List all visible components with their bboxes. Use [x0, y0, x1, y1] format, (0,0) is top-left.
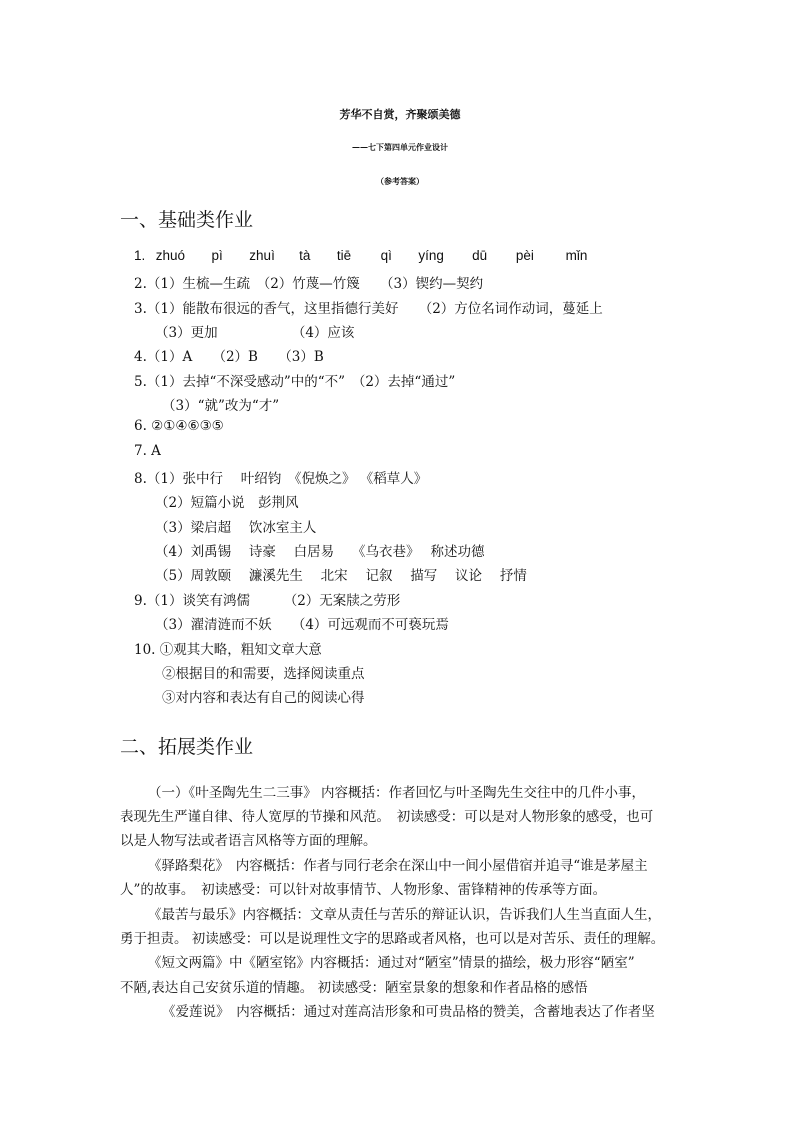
- answer-line: 4.（1）A （2）B （3）B: [134, 349, 324, 365]
- pinyin-item: zhuì: [249, 248, 275, 263]
- answer-line: （4）刘禹锡 诗豪 白居易 《乌衣巷》 称述功德: [155, 544, 485, 560]
- document-subtitle: ——七下第四单元作业设计: [352, 142, 448, 152]
- answer-line: 10. ①观其大略，粗知文章大意: [134, 642, 322, 658]
- pinyin-item: zhuó: [155, 248, 186, 263]
- question-1-line: [134, 248, 587, 263]
- answer-line: 6. ②①④⑥③⑤: [134, 418, 224, 434]
- pinyin-item: qì: [380, 248, 392, 263]
- document-title: 芳华不自赏，齐聚颂美德: [339, 108, 461, 121]
- answer-line: 5.（1）去掉“不深受感动”中的“不” （2）去掉“通过”: [134, 374, 456, 390]
- answer-line: （3）更加 （4）应该: [155, 325, 355, 341]
- answer-line: （3）濯清涟而不妖 （4）可远观而不可亵玩焉: [155, 617, 449, 633]
- question-number: 1.: [134, 248, 146, 263]
- pinyin-item: mǐn: [565, 248, 588, 263]
- answer-line: （3）“就”改为“才”: [162, 398, 280, 414]
- extension-line: 人”的故事。 初读感受：可以针对故事情节、人物形象、雷锋精神的传承等方面。: [120, 882, 607, 898]
- pinyin-item: tiē: [336, 248, 352, 263]
- pinyin-item: dū: [472, 248, 488, 263]
- answer-line: 7. A: [134, 443, 161, 459]
- answer-line: （2）短篇小说 彭荆风: [155, 495, 299, 511]
- answer-line: 9.（1）谈笑有鸿儒 （2）无案牍之劳形: [134, 593, 401, 609]
- extension-line: 《短文两篇》中《陋室铭》内容概括：通过对“陋室”情景的描绘，极力形容“陋室”: [148, 955, 635, 971]
- answer-line: 2.（1）生梳—生疏 （2）竹蔑—竹篾 （3）锲约—契约: [134, 276, 484, 292]
- answer-line: 8.（1）张中行 叶绍钧 《倪焕之》 《稻草人》: [134, 471, 428, 487]
- pinyin-item: yíng: [418, 248, 444, 263]
- extension-line: 勇于担责。 初读感受：可以是说理性文字的思路或者风格，也可以是对苦乐、责任的理解。: [120, 931, 665, 947]
- section-heading-basic: 一、基础类作业: [120, 209, 254, 231]
- answer-line: （3）梁启超 饮冰室主人: [155, 520, 317, 536]
- pinyin-item: pèi: [515, 248, 534, 263]
- extension-line: 不陋,表达自己安贫乐道的情趣。 初读感受：陋室景象的想象和作者品格的感悟: [120, 980, 588, 996]
- extension-line: 《爱莲说》 内容概括：通过对莲高洁形象和可贵品格的赞美，含蓄地表达了作者坚: [162, 1004, 655, 1020]
- extension-line: 《驿路梨花》 内容概括：作者与同行老余在深山中一间小屋借宿并追寻“谁是茅屋主: [148, 858, 648, 874]
- answer-line: ②根据目的和需要，选择阅读重点: [162, 666, 365, 682]
- extension-line: （一）《叶圣陶先生二三事》 内容概括：作者回忆与叶圣陶先生交往中的几件小事，: [148, 785, 646, 801]
- extension-line: 表现先生严谨自律、待人宽厚的节操和风范。 初读感受：可以是对人物形象的感受，也可: [120, 809, 654, 825]
- pinyin-item: pì: [211, 248, 223, 263]
- section-heading-extension: 二、拓展类作业: [120, 736, 254, 758]
- answer-line: （5）周敦颐 濂溪先生 北宋 记叙 描写 议论 抒情: [155, 568, 527, 584]
- answer-tag: （参考答案）: [376, 176, 424, 186]
- extension-line: 以是人物写法或者语言风格等方面的理解。: [120, 833, 377, 849]
- extension-line: 《最苦与最乐》内容概括：文章从责任与苦乐的辩证认识，告诉我们人生当直面人生，: [148, 907, 661, 923]
- answer-line: ③对内容和表达有自己的阅读心得: [162, 690, 365, 706]
- pinyin-item: tà: [299, 248, 311, 263]
- answer-line: 3.（1）能散布很远的香气，这里指德行美好 （2）方位名词作动词，蔓延上: [134, 301, 603, 317]
